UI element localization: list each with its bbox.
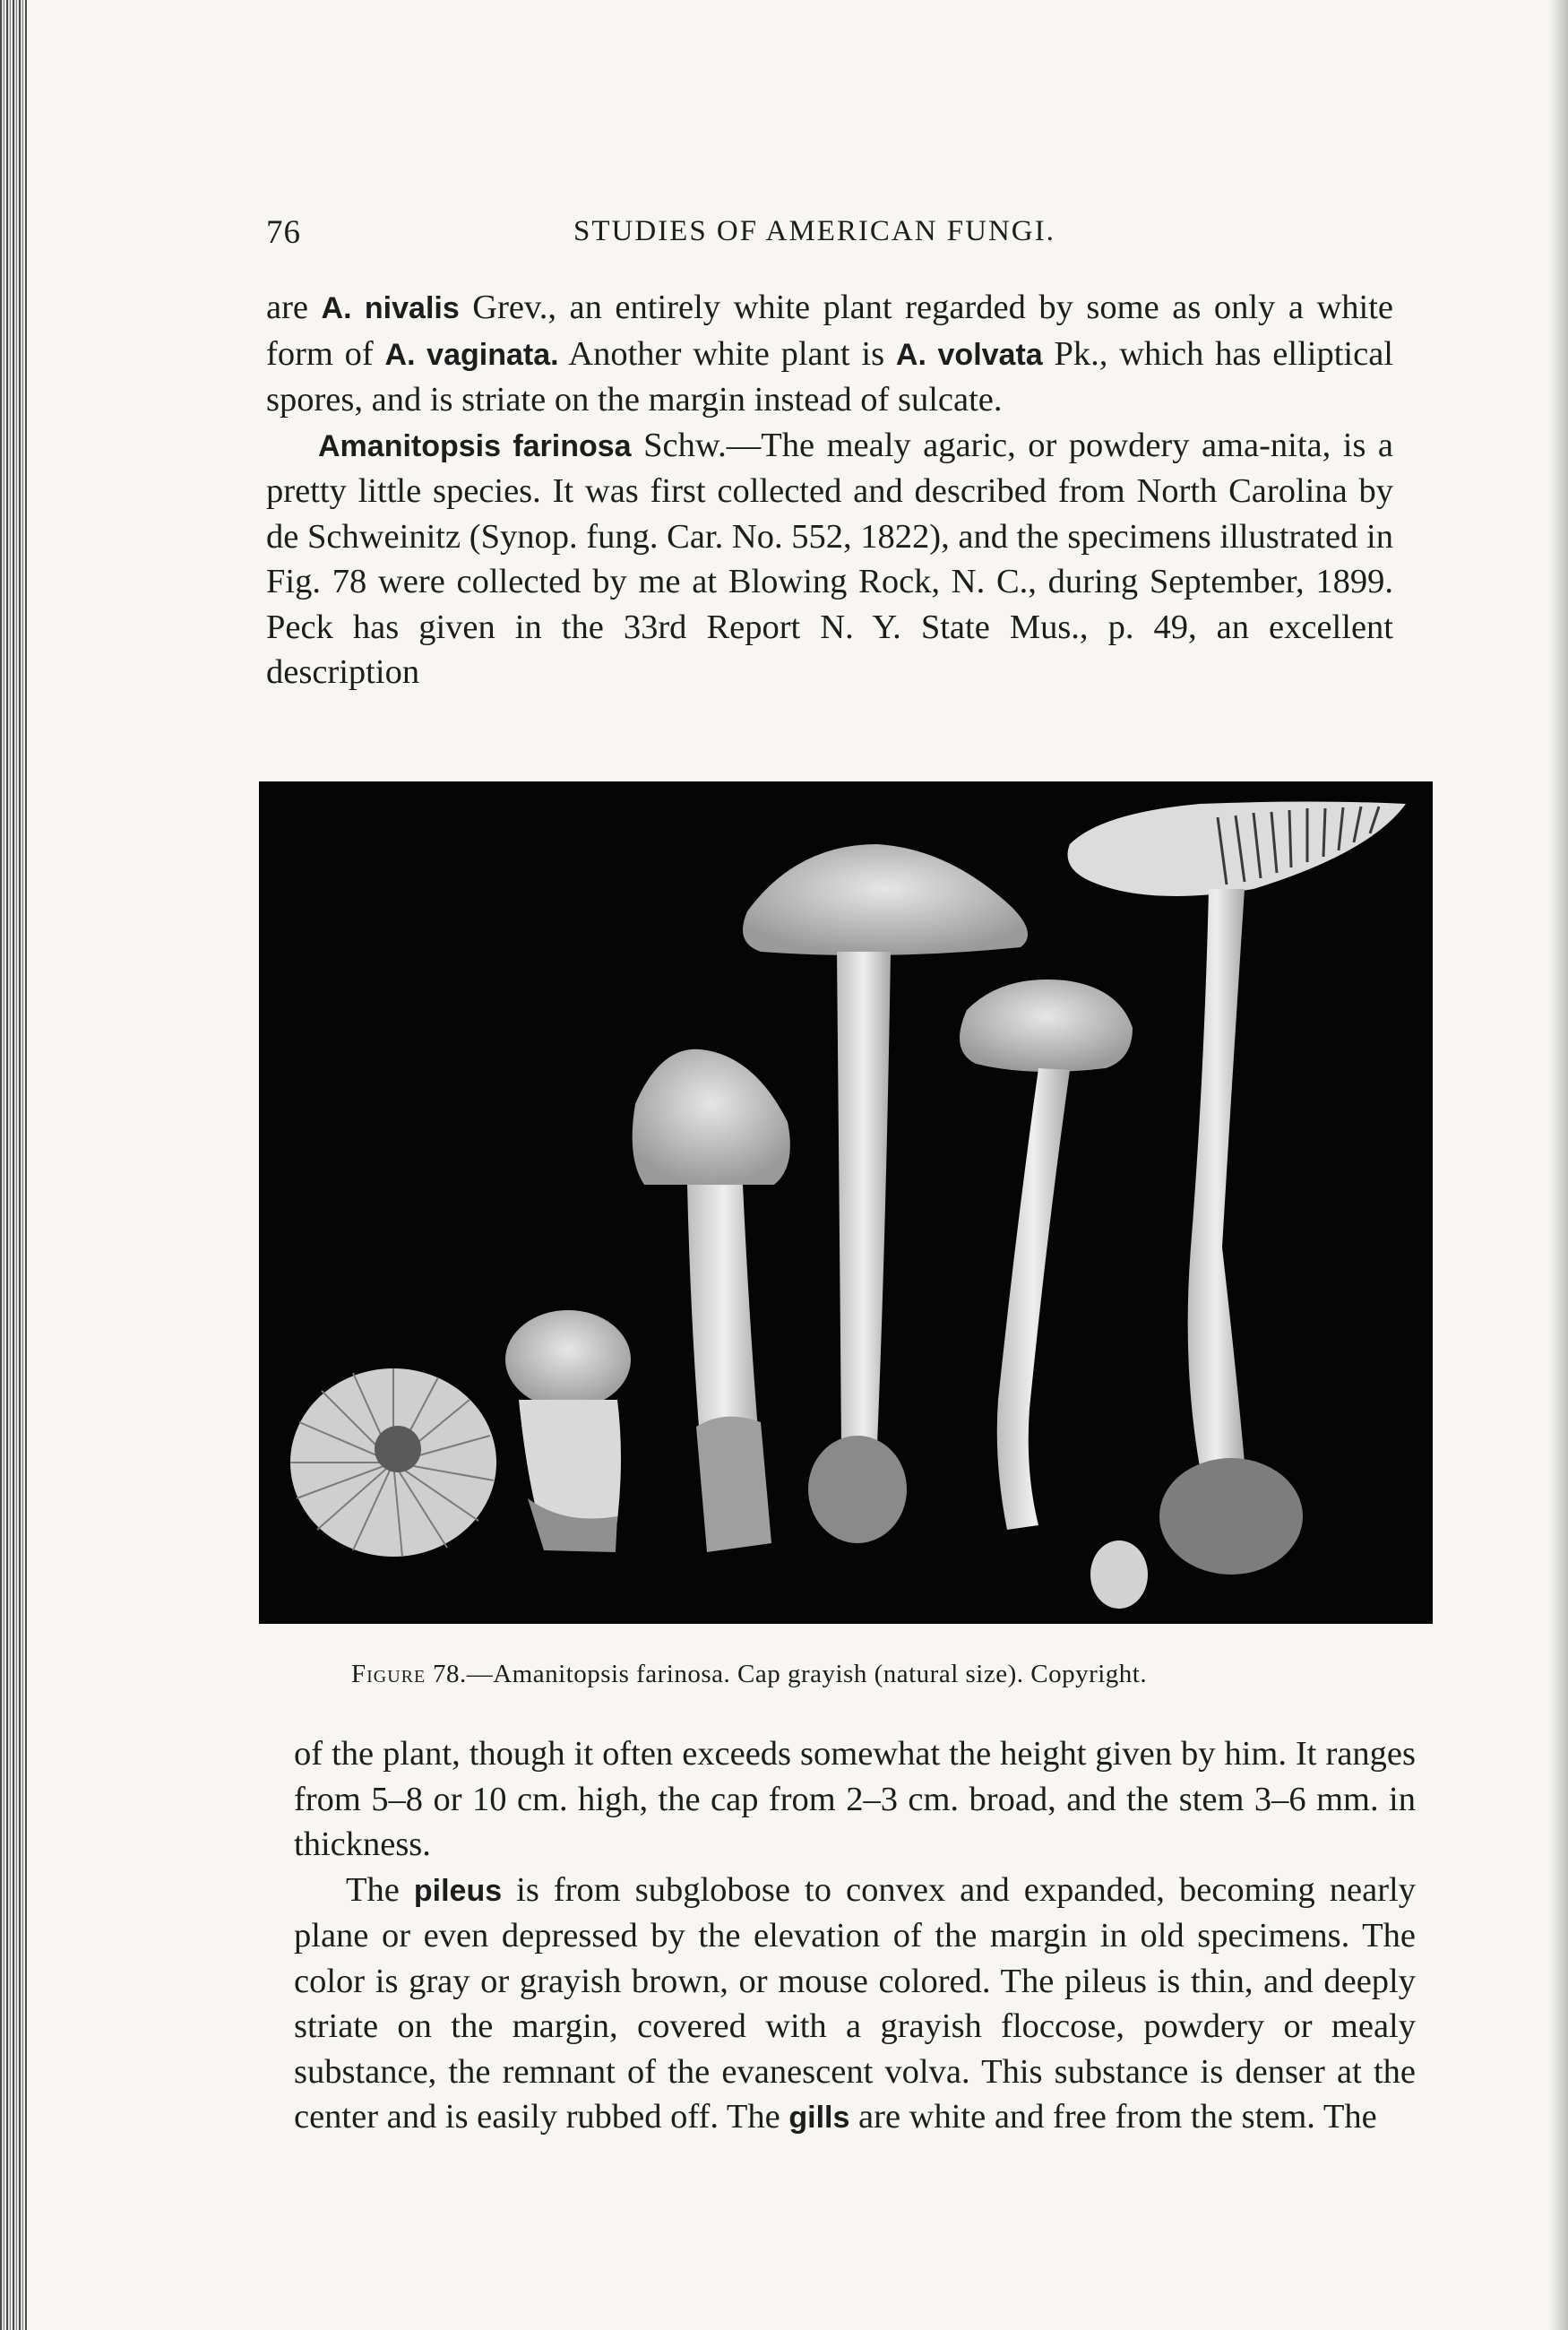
caption-label: Figure bbox=[351, 1660, 426, 1688]
specimen-conical bbox=[633, 1049, 790, 1552]
figure-caption bbox=[351, 1660, 1391, 1689]
text-run: Pk., which has elliptical spores, and is striate on the margin instead of sulcate. bbox=[266, 334, 1393, 419]
text-run: Another white plant is bbox=[558, 334, 896, 373]
specimen-curved bbox=[960, 979, 1148, 1609]
species-heading: Amanitopsis farinosa bbox=[318, 428, 632, 463]
page-edge-shadow bbox=[1548, 0, 1568, 2330]
paragraph-nivalis bbox=[266, 285, 1393, 423]
text-run: Schw.—The mealy agaric, or powdery ama-nita, is a pretty little species. It was first collected and described from North Carolina by de Schweinitz (Synop. fung. Car. No. 552, 1822), and the specimens illustrated in Fig. 78 were collected by me at Blowing Rock, N. C., during September, 1899. Peck has given in the 33rd Report N. Y. State Mus., p. 49, an excellent description bbox=[266, 426, 1393, 691]
term-pileus: pileus bbox=[413, 1873, 503, 1908]
caption-text: 78.—Amanitopsis farinosa. Cap grayish (natural size). Copyright. bbox=[426, 1660, 1148, 1688]
paragraph-farinosa bbox=[266, 423, 1393, 695]
text-run: is from subglobose to convex and expanded, becoming nearly plane or even depressed by the elevation of the margin in old specimens. The color is gray or grayish brown, or mouse colored. The pileus is thin, and deeply striate on the margin, covered with a grayish floccose, powdery or mealy substance, the remnant of the evanescent volva. This substance is denser at the center and is easily rubbed off. The bbox=[294, 1870, 1416, 2136]
species-name: A. volvata bbox=[895, 337, 1043, 372]
running-head: STUDIES OF AMERICAN FUNGI. bbox=[573, 215, 1055, 247]
figure-photograph bbox=[259, 781, 1433, 1624]
text-block-top bbox=[266, 285, 1393, 695]
page-number: 76 bbox=[266, 214, 301, 251]
text-run: The bbox=[346, 1870, 414, 1909]
specimen-button bbox=[505, 1310, 631, 1552]
species-name: A. vaginata. bbox=[384, 337, 559, 372]
species-name: A. nivalis bbox=[321, 291, 460, 325]
paragraph-dimensions: of the plant, though it often exceeds somewhat the height given by him. It ranges from 5–8 or 10 cm. high, the cap from 2–3 cm. broad, and the stem 3–6 mm. in thickness. bbox=[294, 1735, 1416, 1863]
text-run: Grev., an entirely white plant regarded by some as only a white form of bbox=[266, 289, 1394, 373]
text-run: are white and free from the stem. The bbox=[849, 2098, 1377, 2136]
specimen-tall bbox=[743, 844, 1028, 1543]
specimen-gill-view bbox=[290, 1368, 496, 1557]
text-block-bottom bbox=[294, 1731, 1416, 2141]
text-run: are bbox=[266, 289, 322, 326]
book-binding-edge bbox=[0, 0, 27, 2330]
paragraph-pileus bbox=[294, 1868, 1416, 2141]
specimen-striate bbox=[1068, 802, 1407, 1575]
mushroom-photo-illustration bbox=[259, 781, 1433, 1624]
term-gills: gills bbox=[788, 2101, 850, 2135]
